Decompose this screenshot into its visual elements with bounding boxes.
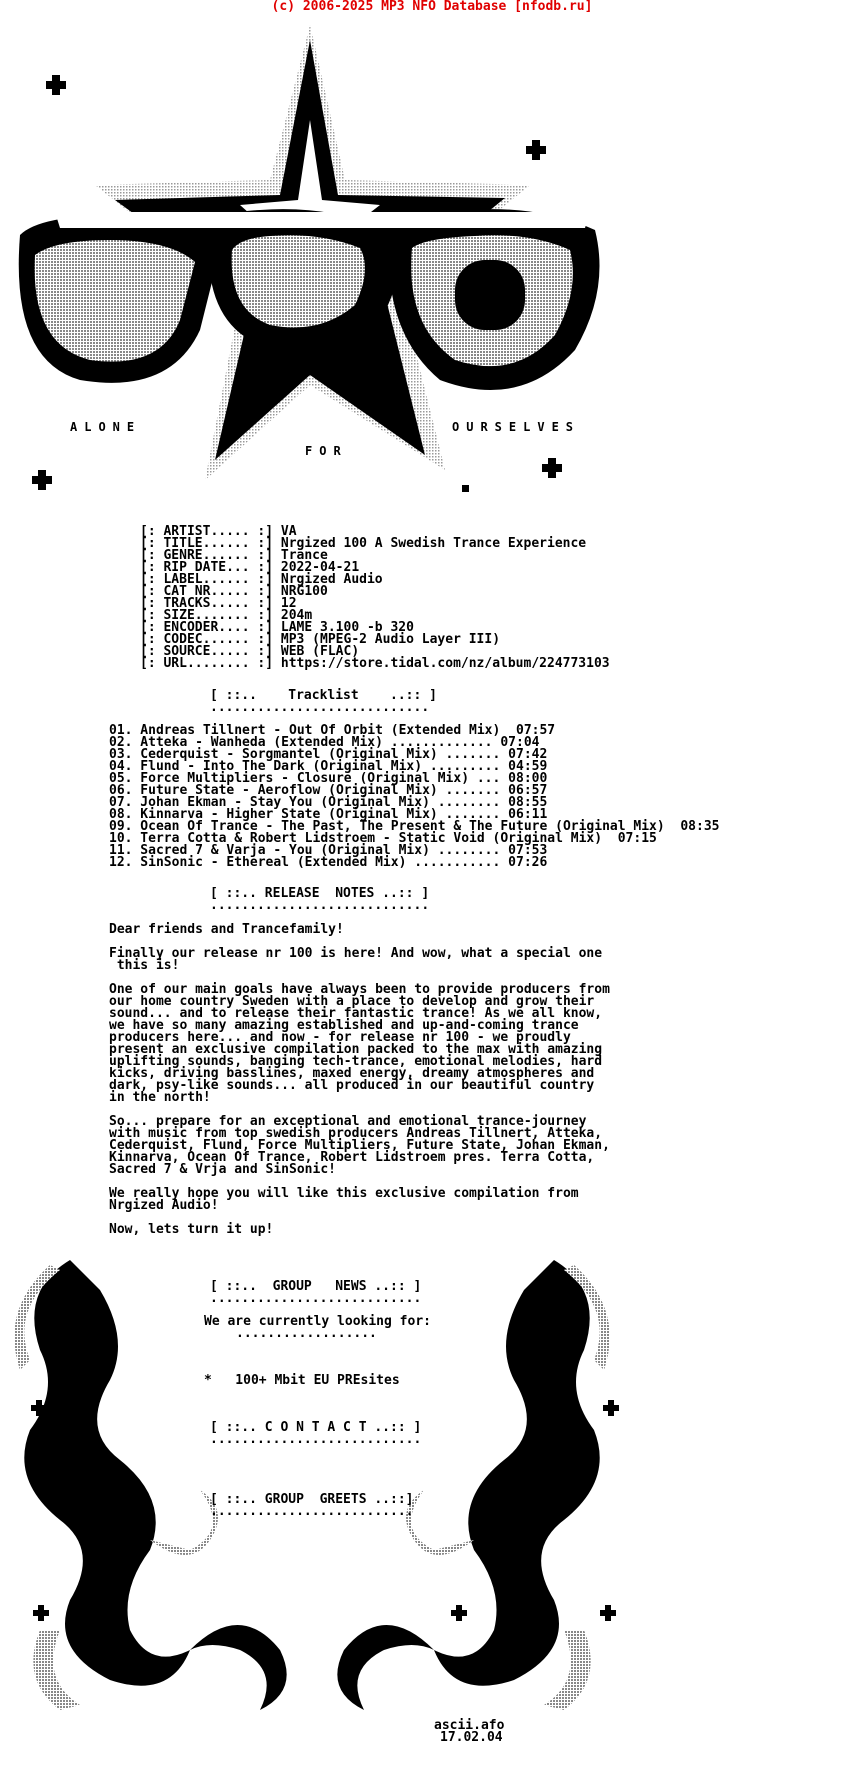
track-item: 03. Cederquist - Sorgmantel (Original Mix) ....... 07:42 — [109, 747, 548, 762]
track-item: 05. Force Multipliers - Closure (Original Mix) ... 08:00 — [109, 771, 548, 786]
tracklist-dots: ............................ — [210, 700, 430, 715]
tagline-for: FOR — [305, 444, 348, 458]
track-item: 09. Ocean Of Trance - The Past, The Present & The Future (Original Mix) 08:35 — [109, 819, 720, 834]
notes-paragraph: So... prepare for an exceptional and emotional trance-journey with music from top swedish producers Andreas Tillnert, Atteka, Cederquist, Flund, Force Multipliers, Future State, Johan Ekman, Kinnarva, Ocean Of Trance, Robert Lidstroem pres. Terra Cotta, Sacred 7 & Vrja and SinSonic! — [109, 1114, 610, 1177]
notes-paragraph: One of our main goals have always been to provide producers from our home country Sweden with a place to develop and grow their sound... and to release their fantastic trance! As we all know, we have so many amazing established and up-and-coming trance producers here... and now - for release nr 100 - we proudly present an exclusive compilation packed to the max with amazing uplifting sounds, banging tech-trance, emotional melodies, hard kicks, driving basslines, maxed energy, dreamy atmospheres and dark, psy-like sounds... all produced in our beautiful country in the north! — [109, 982, 610, 1105]
info-line: [: LABEL...... :] Nrgized Audio — [140, 572, 383, 587]
greets-dots: .......................... — [210, 1504, 414, 1519]
contact-heading: [ ::.. C O N T A C T ..:: ] — [210, 1420, 422, 1435]
greets-heading: [ ::.. GROUP GREETS ..::] — [210, 1492, 414, 1507]
notes-paragraph: Dear friends and Trancefamily! — [109, 922, 344, 937]
notes-paragraph: Finally our release nr 100 is here! And wow, what a special one this is! — [109, 946, 603, 973]
tagline-alone: ALONE — [70, 420, 142, 434]
afo-logo-art — [0, 0, 864, 520]
release-info — [140, 526, 610, 670]
looking-for-text: We are currently looking for: — [204, 1314, 431, 1329]
info-line: [: URL........ :] https://store.tidal.com/nz/album/224773103 — [140, 656, 610, 671]
info-line: [: CAT NR..... :] NRG100 — [140, 584, 328, 599]
info-line: [: RIP DATE... :] 2022-04-21 — [140, 560, 360, 575]
notes-paragraph: We really hope you will like this exclusive compilation from Nrgized Audio! — [109, 1186, 579, 1213]
track-list — [109, 725, 719, 869]
group-news-heading: [ ::.. GROUP NEWS ..:: ] — [210, 1279, 422, 1294]
tagline-ourselves: OURSELVES — [452, 420, 581, 434]
track-item: 08. Kinnarva - Higher State (Original Mix) ....... 06:11 — [109, 807, 548, 822]
group-news-dots: ........................... — [210, 1291, 422, 1306]
info-line: [: SIZE....... :] 204m — [140, 608, 313, 623]
info-line: [: CODEC...... :] MP3 (MPEG-2 Audio Layer III) — [140, 632, 501, 647]
release-notes-body — [109, 924, 610, 1248]
release-notes-dots: ............................ — [210, 898, 430, 913]
release-notes-heading: [ ::.. RELEASE NOTES ..:: ] — [210, 886, 430, 901]
signature: ascii.afo — [434, 1718, 505, 1733]
track-item: 04. Flund - Into The Dark (Original Mix) ......... 04:59 — [109, 759, 548, 774]
info-line: [: ARTIST..... :] VA — [140, 524, 297, 539]
track-item: 07. Johan Ekman - Stay You (Original Mix) ........ 08:55 — [109, 795, 548, 810]
group-news-item: * 100+ Mbit EU PREsites — [204, 1373, 400, 1388]
looking-for-dots: .................. — [236, 1326, 377, 1341]
ornament-art — [0, 1250, 864, 1720]
info-line: [: GENRE...... :] Trance — [140, 548, 328, 563]
nfodb-credit: (c) 2006-2025 MP3 NFO Database [nfodb.ru] — [271, 0, 593, 14]
info-line: [: TRACKS..... :] 12 — [140, 596, 297, 611]
contact-dots: ........................... — [210, 1432, 422, 1447]
track-item: 11. Sacred 7 & Varja - You (Original Mix) ........ 07:53 — [109, 843, 548, 858]
signature-date: 17.02.04 — [440, 1730, 503, 1745]
notes-paragraph: Now, lets turn it up! — [109, 1222, 274, 1237]
info-line: [: SOURCE..... :] WEB (FLAC) — [140, 644, 360, 659]
track-item: 10. Terra Cotta & Robert Lidstroem - Static Void (Original Mix) 07:15 — [109, 831, 657, 846]
track-item: 02. Atteka - Wanheda (Extended Mix) ............. 07:04 — [109, 735, 540, 750]
track-item: 12. SinSonic - Ethereal (Extended Mix) ........... 07:26 — [109, 855, 548, 870]
info-line: [: ENCODER.... :] LAME 3.100 -b 320 — [140, 620, 414, 635]
tracklist-heading: [ ::.. Tracklist ..:: ] — [210, 688, 437, 703]
logo-highlight-bar — [55, 212, 590, 228]
info-line: [: TITLE...... :] Nrgized 100 A Swedish Trance Experience — [140, 536, 587, 551]
track-item: 01. Andreas Tillnert - Out Of Orbit (Extended Mix) 07:57 — [109, 723, 556, 738]
track-item: 06. Future State - Aeroflow (Original Mix) ....... 06:57 — [109, 783, 548, 798]
